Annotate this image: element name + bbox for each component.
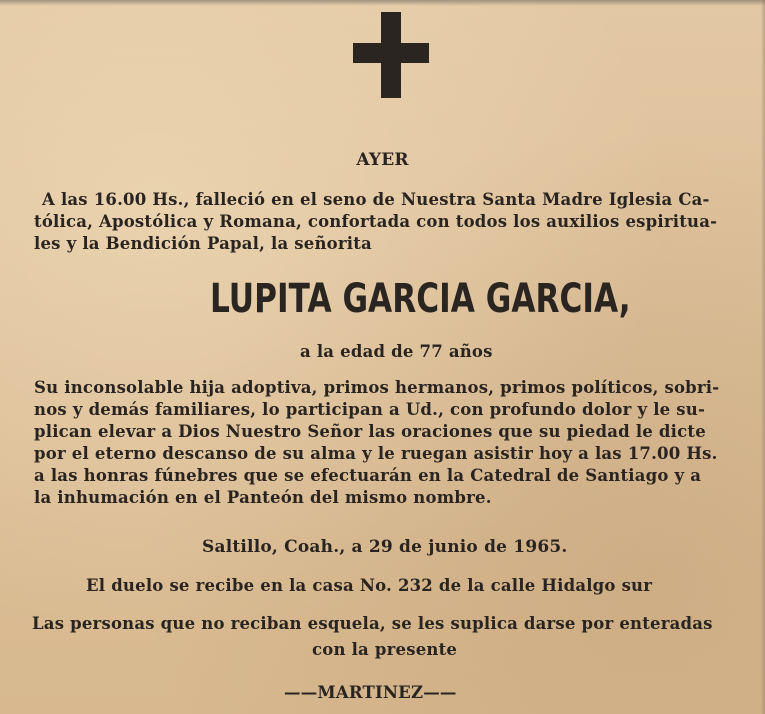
paper-right-edge <box>761 0 765 714</box>
paragraph2-line: la inhumación en el Panteón del mismo nombre. <box>34 488 492 507</box>
paragraph2-line: Su inconsolable hija adoptiva, primos hermanos, primos políticos, sobri- <box>34 378 720 397</box>
personas-line: Las personas que no reciban esquela, se les suplica darse por enteradas <box>32 614 713 633</box>
paragraph1-line: les y la Bendición Papal, la señorita <box>34 234 372 253</box>
duelo-line: El duelo se recibe en la casa No. 232 de la calle Hidalgo sur <box>86 576 653 595</box>
paragraph2-line: a las honras fúnebres que se efectuarán en la Catedral de Santiago y a <box>34 466 702 485</box>
personas-line: con la presente <box>312 640 458 659</box>
age-line: a la edad de 77 años <box>300 342 493 361</box>
cross-horizontal-bar <box>353 43 429 63</box>
paragraph2-line: por el eterno descanso de su alma y le ruegan asistir hoy a las 17.00 Hs. <box>34 444 718 463</box>
signature: ——MARTINEZ—— <box>284 683 457 702</box>
date-line: Saltillo, Coah., a 29 de junio de 1965. <box>202 537 568 557</box>
paragraph1-line: tólica, Apostólica y Romana, confortada con todos los auxilios espiritua- <box>34 212 718 231</box>
cross-icon <box>353 12 429 98</box>
paragraph2-line: nos y demás familiares, lo participan a Ud., con profundo dolor y le su- <box>34 400 706 419</box>
deceased-name: LUPITA GARCIA GARCIA, <box>210 276 631 322</box>
paper-top-edge <box>0 0 765 6</box>
paragraph1-line: A las 16.00 Hs., falleció en el seno de Nuestra Santa Madre Iglesia Ca- <box>42 190 710 209</box>
paragraph2-line: plican elevar a Dios Nuestro Señor las oraciones que su piedad le dicte <box>34 422 706 441</box>
notice-heading: AYER <box>356 150 409 170</box>
